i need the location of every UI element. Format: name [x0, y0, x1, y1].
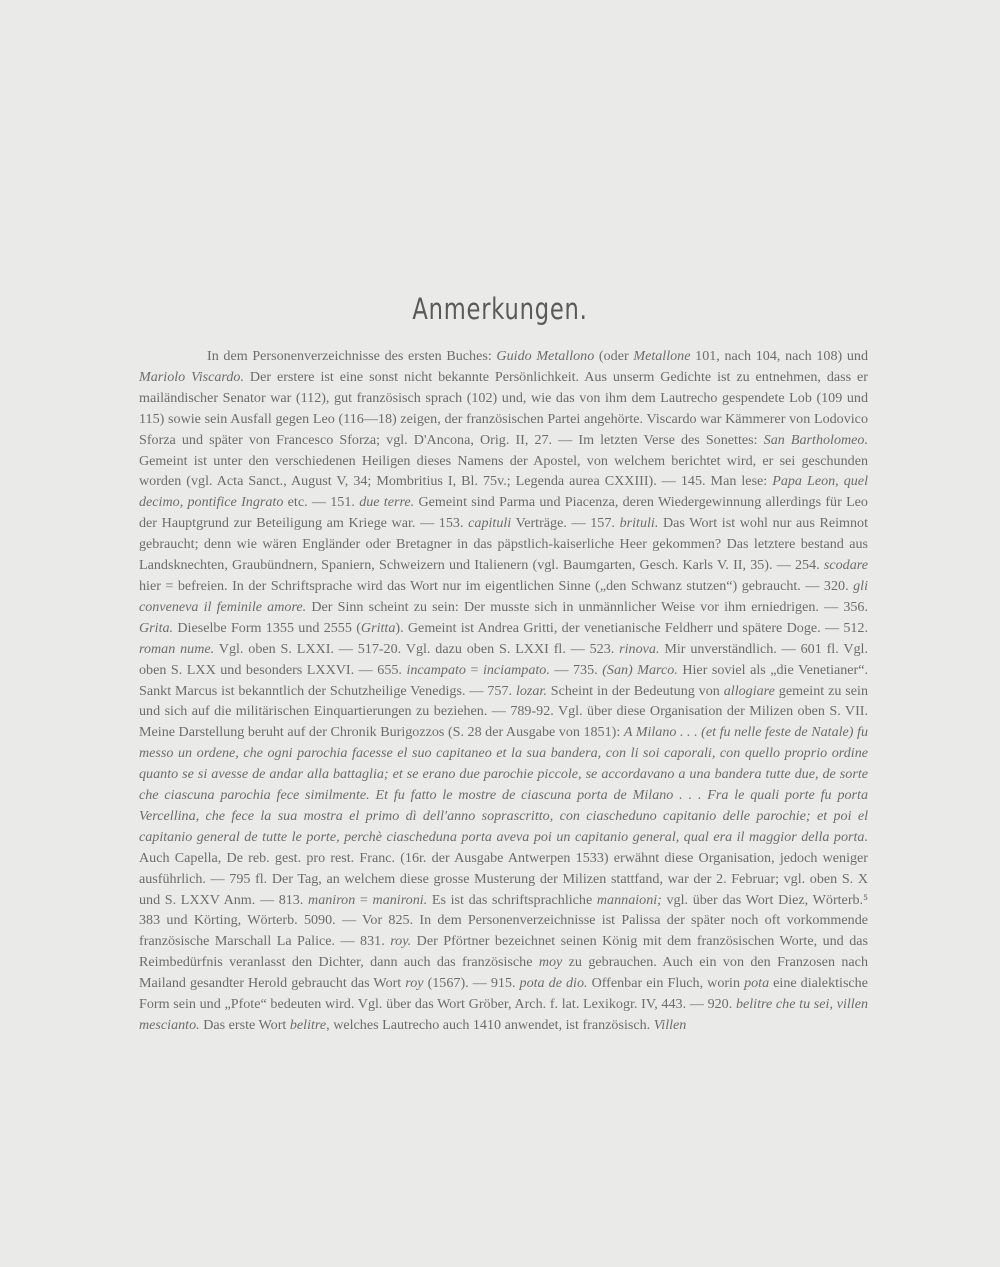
notes-paragraph: In dem Personenverzeichnisse des ersten Buches: Guido Metallono (oder Metallone 101, nach 104, nach 108) und Mariolo Viscardo. Der erstere ist eine sonst nicht bekannte Persönlichkeit. Aus unserm Gedichte ist zu entnehmen, dass er mailändischer Senator war (112), gut französisch sprach (102) und, wie das von ihm dem Lautrecho gespendete Lob (109 und 115) sowie sein Ausfall gegen Leo (116—18) zeigen, der französischen Partei angehörte. Viscardo war Kämmerer von Lodovico Sforza und später von Francesco Sforza; vgl. D'Ancona, Orig. II, 27. — Im letzten Verse des Sonettes: San Bartholomeo. Gemeint ist unter den verschiedenen Heiligen dieses Namens der Apostel, von welchem berichtet wird, er sei geschunden worden (vgl. Acta Sanct., August V, 34; Mombritius I, Bl. 75v.; Legenda aurea CXXIII). — 145. Man lese: Papa Leon, quel decimo, pontifice Ingrato etc. — 151. due terre. Gemeint sind Parma und Piacenza, deren Wiedergewinnung allerdings für Leo der Hauptgrund zur Beteiligung am Kriege war. — 153. capituli Verträge. — 157. brituli. Das Wort ist wohl nur aus Reimnot gebraucht; denn wie wären Engländer oder Bretagner in das päpstlich-kaiserliche Heer gekommen? Das letztere bestand aus Landsknechten, Graubündnern, Spaniern, Schweizern und Italienern (vgl. Baumgarten, Gesch. Karls V. II, 35). — 254. scodare hier = befreien. In der Schriftsprache wird das Wort nur im eigentlichen Sinne („den Schwanz stutzen“) gebraucht. — 320. gli conveneva il feminile amore. Der Sinn scheint zu sein: Der musste sich in unmännlicher Weise vor ihm erniedrigen. — 356. Grita. Dieselbe Form 1355 und 2555 (Gritta). Gemeint ist Andrea Gritti, der venetianische Feldherr und spätere Doge. — 512. roman nume. Vgl. oben S. LXXI. — 517-20. Vgl. dazu oben S. LXXI fl. — 523. rinova. Mir unverständlich. — 601 fl. Vgl. oben S. LXX und besonders LXXVI. — 655. incampato = inciampato. — 735. (San) Marco. Hier soviel als „die Venetianer“. Sankt Marcus ist bekanntlich der Schutzheilige Venedigs. — 757. lozar. Scheint in der Bedeutung von allogiare gemeint zu sein und sich auf die militärischen Einquartierungen zu beziehen. — 789-92. Vgl. über diese Organisation der Milizen oben S. VII. Meine Darstellung beruht auf der Chronik Burigozzos (S. 28 der Ausgabe von 1851): A Milano . . . (et fu nelle feste de Natale) fu messo un ordene, che ogni parochia facesse el suo capitaneo et la sua bandera, con li soi caporali, con quello proprio ordine quanto se si avesse de andar alla battaglia; et se erano due parochie piccole, se accordavano a una bandera tutte due, de sorte che ciascuna parochia fece similmente. Et fu fatto le mostre de ciascuna porta de Milano . . . Fra le quali porte fu porta Vercellina, che fece la sua mostra el primo dì dell'anno soprascritto, con ciascheduno capitanio delle parochie; et poi el capitanio general de tutte le porte, perchè ciascheduna porta aveva poi un capitanio general, qual era il maggior della porta. Auch Capella, De reb. gest. pro rest. Franc. (16r. der Ausgabe Antwerpen 1533) erwähnt diese Organisation, jedoch weniger ausführlich. — 795 fl. Der Tag, an welchem diese grosse Musterung der Milizen stattfand, war der 2. Februar; vgl. oben S. X und S. LXXV Anm. — 813. maniron = manironi. Es ist das schriftsprachliche mannaioni; vgl. über das Wort Diez, Wörterb.⁵ 383 und Körting, Wörterb. 5090. — Vor 825. In dem Personenverzeichnisse ist Palissa der später noch oft vorkommende französische Marschall La Palice. — 831. roy. Der Pförtner bezeichnet seinen König mit dem französischen Worte, und das Reimbedürfnis veranlasst den Dichter, dann auch das französische moy zu gebrauchen. Auch ein von den Franzosen nach Mailand gesandter Herold gebraucht das Wort roy (1567). — 915. pota de dio. Offenbar ein Fluch, worin pota eine dialektische Form sein und „Pfote“ bedeuten wird. Vgl. über das Wort Gröber, Arch. f. lat. Lexikogr. IV, 443. — 920. belitre che tu sei, villen mescianto. Das erste Wort belitre, welches Lautrecho auch 1410 anwendet, ist französisch. Villen	[139, 348, 869, 1033]
page-title: Anmerkungen.	[412, 292, 588, 326]
